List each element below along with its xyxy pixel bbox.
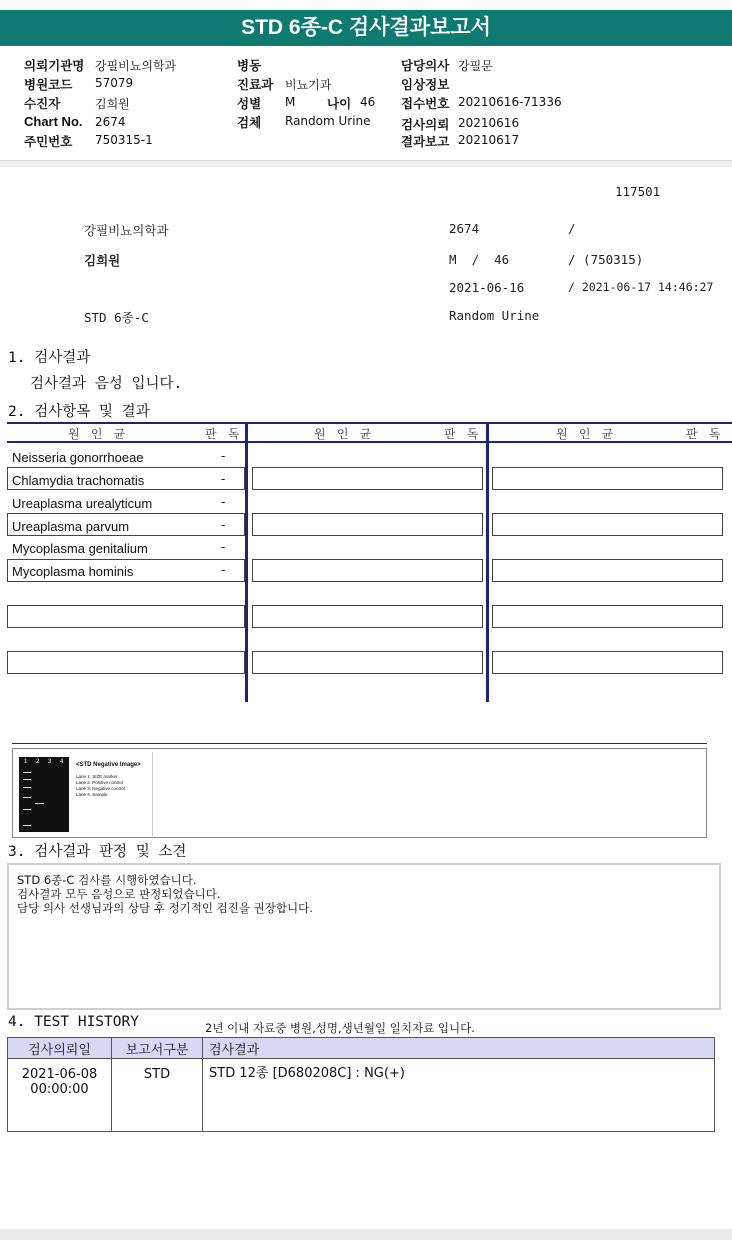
summary-test-name: STD 6종-C: [84, 310, 149, 325]
section1-text: 검사결과 음성 입니다.: [30, 376, 183, 392]
row-box: [252, 651, 483, 674]
gel-band: [35, 803, 44, 804]
dept-value: 비뇨기과: [285, 78, 332, 92]
history-row: [8, 1059, 715, 1132]
row-box: [492, 513, 723, 536]
age-value: 46: [360, 95, 376, 109]
row-box: [252, 559, 483, 582]
table-divider-1: [245, 422, 248, 702]
dept-label: 진료과: [237, 77, 274, 92]
history-table: [7, 1037, 715, 1132]
footer-bar: [0, 1229, 732, 1240]
gel-legend-line: Lane 2. Positive control: [76, 780, 123, 785]
history-date-cell: [8, 1059, 112, 1132]
findings-box: [7, 863, 721, 1010]
doctor-value: 강필문: [458, 59, 493, 73]
recipient-label: 수진자: [24, 96, 61, 111]
col3-judgment-header: 판 독: [686, 427, 723, 441]
section2-title: 2. 검사항목 및 결과: [8, 404, 150, 420]
pathogen-result: -: [221, 562, 226, 577]
summary-chart: 2674: [449, 221, 480, 236]
pathogen-name: Mycoplasma hominis: [12, 564, 134, 579]
summary-resident: / (750315): [568, 252, 644, 267]
row-box: [492, 651, 723, 674]
report-value: 20210617: [458, 133, 520, 147]
gel-lane-label: 4: [60, 759, 64, 765]
pathogen-result: -: [221, 471, 226, 486]
gel-band: [23, 797, 31, 798]
col1-pathogen-header: 원 인 균: [68, 427, 128, 441]
chart-label: Chart No.: [24, 114, 83, 129]
table-divider-2: [486, 422, 489, 702]
row-box: [252, 467, 483, 490]
history-header-type: 보고서구분: [112, 1038, 203, 1059]
sex-value: M: [285, 95, 296, 109]
summary-report-datetime: / 2021-06-17 14:46:27: [568, 280, 714, 294]
gel-band: [23, 779, 31, 780]
gel-legend-line: Lane 3. Negative control: [76, 786, 125, 791]
resident-value: 750315-1: [95, 133, 153, 147]
history-result: STD 12종 [D680208C] : NG(+): [203, 1059, 715, 1132]
gel-band: [23, 772, 31, 773]
summary-name: 김희원: [84, 253, 121, 268]
specimen-label: 검체: [237, 115, 262, 130]
clinical-label: 임상정보: [401, 77, 450, 92]
hospital-code-label: 병원코드: [24, 77, 73, 92]
hospital-code-value: 57079: [95, 76, 134, 90]
col2-pathogen-header: 원 인 균: [314, 427, 374, 441]
gel-electrophoresis-image: [19, 757, 69, 832]
summary-institution: 강필비뇨의학과: [84, 223, 169, 238]
finding-line: 담당 의사 선생님과의 상담 후 정기적인 검진을 권장합니다.: [17, 901, 313, 915]
recipient-value: 김희원: [95, 97, 130, 111]
col1-judgment-header: 판 독: [205, 427, 242, 441]
pathogen-result: -: [221, 517, 226, 532]
summary-slash: /: [568, 221, 576, 236]
history-note: 2년 이내 자료중 병원,성명,생년월일 일치자료 입니다.: [205, 1021, 475, 1035]
finding-line: STD 6종-C 검사를 시행하였습니다.: [17, 873, 197, 887]
summary-request-date: 2021-06-16: [449, 280, 525, 295]
row-box: [492, 605, 723, 628]
col2-judgment-header: 판 독: [444, 427, 481, 441]
receipt-value: 20210616-71336: [458, 95, 562, 109]
gel-title: <STD Negative Image>: [76, 762, 141, 768]
history-date: 2021-06-08: [21, 1067, 98, 1082]
summary-specimen: Random Urine: [449, 308, 540, 323]
request-value: 20210616: [458, 116, 520, 130]
row-box: [7, 605, 245, 628]
pathogen-result: -: [221, 494, 226, 509]
ward-label: 병동: [237, 58, 262, 73]
specimen-value: Random Urine: [285, 114, 371, 128]
col3-pathogen-header: 원 인 균: [556, 427, 616, 441]
institution-label: 의뢰기관명: [24, 58, 85, 73]
gel-lane-label: 1: [24, 759, 28, 765]
pathogen-name: Chlamydia trachomatis: [12, 473, 145, 488]
history-type: STD: [112, 1059, 203, 1132]
gel-lane-label: 3: [48, 759, 52, 765]
row-box: [492, 467, 723, 490]
row-box: [252, 605, 483, 628]
receipt-label: 접수번호: [401, 96, 450, 111]
sex-label: 성별: [237, 96, 262, 111]
resident-label: 주민번호: [24, 134, 73, 149]
gel-band: [23, 825, 31, 826]
header-separator: [0, 160, 732, 167]
pathogen-name: Mycoplasma genitalium: [12, 541, 148, 556]
gel-legend-line: Lane 1. SIZE marker: [76, 774, 118, 779]
age-label: 나이: [327, 96, 352, 111]
gel-image: [16, 752, 153, 836]
history-header-date: 검사의뢰일: [8, 1038, 112, 1059]
pathogen-name: Ureaplasma urealyticum: [12, 496, 153, 511]
section1-title: 1. 검사결과: [8, 350, 91, 366]
row-box: [252, 513, 483, 536]
table-top-line: [7, 422, 732, 424]
summary-sex-age: M / 46: [449, 252, 510, 267]
pathogen-name: Neisseria gonorrhoeae: [12, 450, 144, 465]
pathogen-result: -: [221, 539, 226, 554]
gel-legend-line: Lane 4. Sample: [76, 792, 108, 797]
pathogen-result: -: [221, 448, 226, 463]
section3-title: 3. 검사결과 판정 및 소견: [8, 844, 187, 860]
title-bar: [0, 10, 732, 46]
gel-lane-label: 2: [36, 759, 40, 765]
history-time: 00:00:00: [30, 1082, 89, 1097]
chart-value: 2674: [95, 115, 126, 129]
finding-line: 검사결과 모두 음성으로 판정되었습니다.: [17, 887, 221, 901]
gel-band: [23, 809, 31, 810]
doctor-label: 담당의사: [401, 58, 450, 73]
institution-value: 강필비뇨의학과: [95, 59, 177, 73]
pathogen-name: Ureaplasma parvum: [12, 519, 130, 534]
report-label: 결과보고: [401, 134, 450, 149]
row-box: [7, 651, 245, 674]
report-number: 117501: [615, 184, 661, 199]
history-header-result: 검사결과: [203, 1038, 715, 1059]
request-label: 검사의뢰: [401, 117, 450, 132]
gel-top-rule: [12, 743, 707, 744]
gel-band: [23, 787, 31, 788]
section4-title: 4. TEST HISTORY: [8, 1014, 139, 1030]
row-box: [492, 559, 723, 582]
report-title: STD 6종-C 검사결과보고서: [241, 16, 491, 39]
